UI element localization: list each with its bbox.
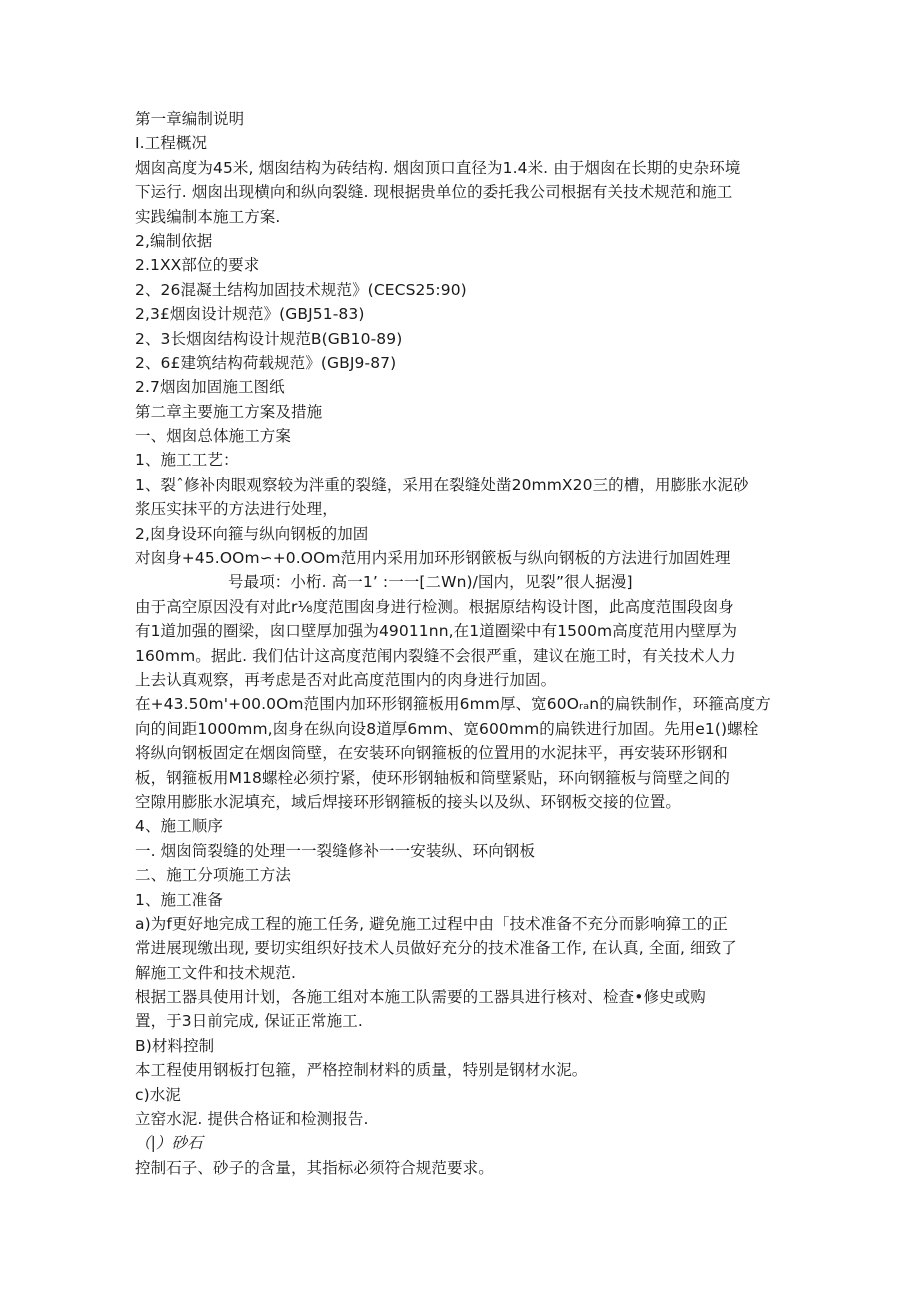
list-item: 2.1XX部位的要求 — [135, 256, 260, 275]
subsection-heading: B)材料控制 — [135, 1036, 215, 1055]
subsection-heading: 1、施工准备 — [135, 890, 223, 909]
chapter-2-title: 第二章主要施工方案及措施 — [135, 402, 323, 421]
section-heading: 一、烟囱总体施工方案 — [135, 427, 292, 446]
list-item: 2、3长烟囱结构设计规范B(GB10-89) — [135, 329, 403, 348]
paragraph-line: 下运行. 烟囱出现横向和纵向裂缝. 现根据贵单位的委托我公司根据有关技术规范和施工 — [135, 183, 733, 202]
document-body — [135, 107, 795, 1180]
subsection-heading: 2,囱身设环向箍与纵向钢板的加固 — [135, 524, 369, 543]
paragraph-line: 160mm。据此. 我们估计这高度范闱内裂缝不会很严重，建议在施工时，有关技术人力 — [135, 646, 736, 665]
paragraph-line: 控制石子、砂子的含量，其指标必须符合规范要求。 — [135, 1158, 494, 1177]
section-heading: 2,编制依据 — [135, 231, 213, 250]
subsection-heading: c)水泥 — [135, 1085, 181, 1104]
paragraph-line: 根据工器具使用计划，各施工组对本施工队需要的工器具进行核对、检查•修史或购 — [135, 988, 706, 1007]
paragraph-line: 上去认真观察，再考虑是否对此高度范围内的肉身进行加固。 — [135, 670, 557, 689]
paragraph-line: 常进展现缴出现, 要切实组织好技术人员做好充分的技术准备工作, 在认真, 全面, 细致了 — [135, 939, 737, 958]
paragraph-line: 对囱身+45.OOm∽+0.OOm范用内采用加环形钢篏板与纵向钢板的方法进行加固姓理 — [135, 549, 731, 568]
paragraph-line: 将纵向钢板固定在烟囱筒壁，在安装环向钢箍板的位置用的水泥抹平，再安装环形钢和 — [135, 744, 728, 763]
paragraph-line: 向的间距1000mm,囱身在纵向设8道厚6mm、宽600mm的扁铁进行加固。先用e1()螺栓 — [135, 719, 759, 738]
paragraph-line: 空隙用膨胀水泥填充，域后焊接环形钢箍板的接头以及纵、环钢板交接的位置。 — [135, 792, 682, 811]
list-item: 2、6£建筑结构荷载规范》(GBJ9-87) — [135, 353, 397, 372]
list-item: 2、26混凝土结构加固技术规范》(CECS25:90) — [135, 280, 467, 299]
paragraph-line: 有1道加强的圈梁，囱口壁厚加强为49011nn,在1道圈梁中有1500m高度范用内壁厚为 — [135, 622, 738, 641]
paragraph-line: a)为f更好地完成工程的施工任务, 避免施工过程中由「技术准备不充分而影响獐工的正 — [135, 914, 728, 933]
paragraph-line: 浆压实抹平的方法进行处理， — [135, 500, 338, 519]
paragraph-line: 由于高空原因没有对此r⅛度范围囱身进行检测。根据原结构设计图，此高度范围段囱身 — [135, 597, 734, 616]
list-item: 2,3£烟囱设计规范》(GBJ51-83) — [135, 305, 365, 324]
paragraph-line: 1、裂ˆ修补肉眼观察较为泮重的裂缝，采用在裂缝处凿20mmX20三的槽，用膨胀水泥砂 — [135, 475, 749, 494]
paragraph-line: 烟囱高度为45米, 烟囱结构为砖结构. 烟囱顶口直径为1.4米. 由于烟囱在长期的史杂环境 — [135, 158, 741, 177]
section-heading: 二、施工分项施工方法 — [135, 866, 292, 885]
list-item: 2.7烟囱加固施工图纸 — [135, 378, 285, 397]
subsection-heading: （|）砂石 — [135, 1134, 203, 1153]
subsection-heading: 1、施工工艺： — [135, 451, 239, 470]
paragraph-line: 置，于3日前完成, 保证正常施工. — [135, 1012, 363, 1031]
paragraph-line: 实践编制本施工方案. — [135, 207, 281, 226]
paragraph-line: 立窑水泥. 提供合格证和检测报告. — [135, 1110, 369, 1129]
paragraph-line: 一. 烟囱筒裂缝的处理一一裂缝修补一一安装纵、环向钢板 — [135, 841, 536, 860]
chapter-1-title: 第一章编制说明 — [135, 110, 245, 128]
paragraph-line: 解施工文件和技术规范. — [135, 963, 297, 982]
paragraph-line: 在+43.50m'+00.0Om范围内加环形钢箍板用6mm厚、宽60Oᵣₐn的扁铁制作，环箍高度方 — [135, 695, 771, 714]
subsection-heading: 4、施工顺序 — [135, 817, 223, 836]
paragraph-line: 本工程使用钢板打包箍，严格控制材料的质量，特别是钢材水泥。 — [135, 1061, 588, 1080]
garbled-note-line: 号最项：小桁. 高一1’ :一一[二Wn)/国内，见裂”很人据漫] — [228, 573, 633, 592]
paragraph-line: 板，钢箍板用M18螺栓必须拧紧，使环形钢轴板和筒壁紧贴，环向钢箍板与筒壁之间的 — [135, 768, 730, 787]
section-heading: I.工程概况 — [135, 134, 208, 153]
